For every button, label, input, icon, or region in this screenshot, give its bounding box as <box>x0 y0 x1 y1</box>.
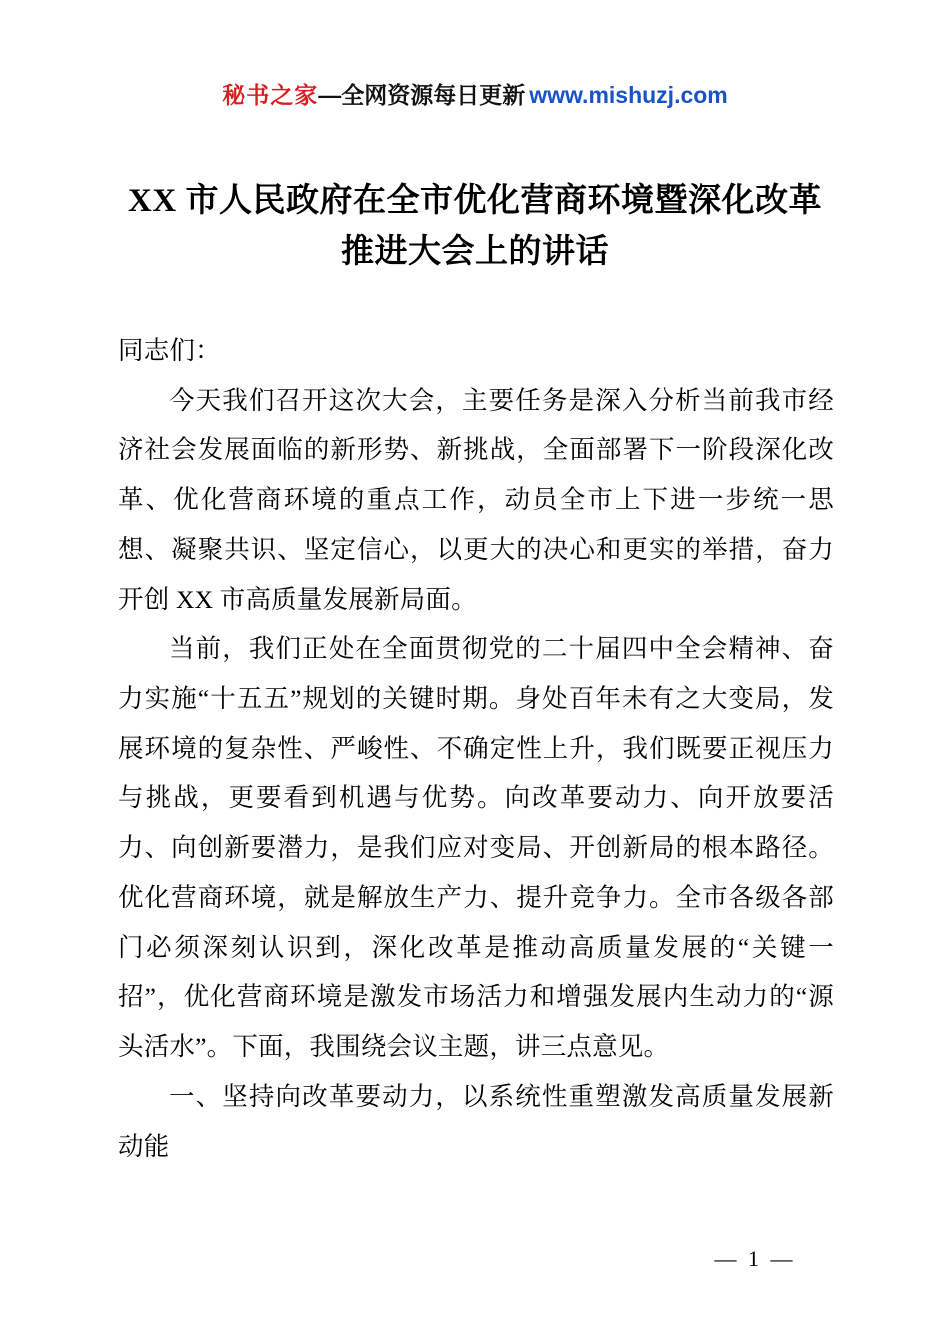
page-title: XX 市人民政府在全市优化营商环境暨深化改革推进大会上的讲话 <box>128 183 822 271</box>
site-watermark-header <box>0 82 950 110</box>
brand-dash: — <box>318 82 342 108</box>
document-body <box>118 326 834 1171</box>
paragraph-salutation: 同志们： <box>118 336 221 365</box>
page-number: — 1 — <box>714 1246 796 1271</box>
site-url-link[interactable]: www.mishuzj.com <box>529 82 728 108</box>
paragraph-section-heading-1: 一、坚持向改革要动力，以系统性重塑激发高质量发展新动能 <box>118 1081 834 1161</box>
paragraph-2: 当前，我们正处在全面贯彻党的二十届四中全会精神、奋力实施“十五五”规划的关键时期。身处百年未有之大变局，发展环境的复杂性、严峻性、不确定性上升，我们既要正视压力与挑战，更要看到机遇与优势。向改革要动力、向开放要活力、向创新要潜力，是我们应对变局、开创新局的根本路径。优化营商环境，就是解放生产力、提升竞争力。全市各级各部门必须深刻认识到，深化改革是推动高质量发展的“关键一招”，优化营商环境是激发市场活力和增强发展内生动力的“源头活水”。下面，我围绕会议主题，讲三点意见。 <box>118 634 834 1062</box>
paragraph-1: 今天我们召开这次大会，主要任务是深入分析当前我市经济社会发展面临的新形势、新挑战，全面部署下一阶段深化改革、优化营商环境的重点工作，动员全市上下进一步统一思想、凝聚共识、坚定信心，以更大的决心和更实的举措，奋力开创 XX 市高质量发展新局面。 <box>118 385 834 614</box>
site-brand-name: 秘书之家 <box>222 82 319 108</box>
site-tagline: 全网资源每日更新 <box>341 82 526 108</box>
